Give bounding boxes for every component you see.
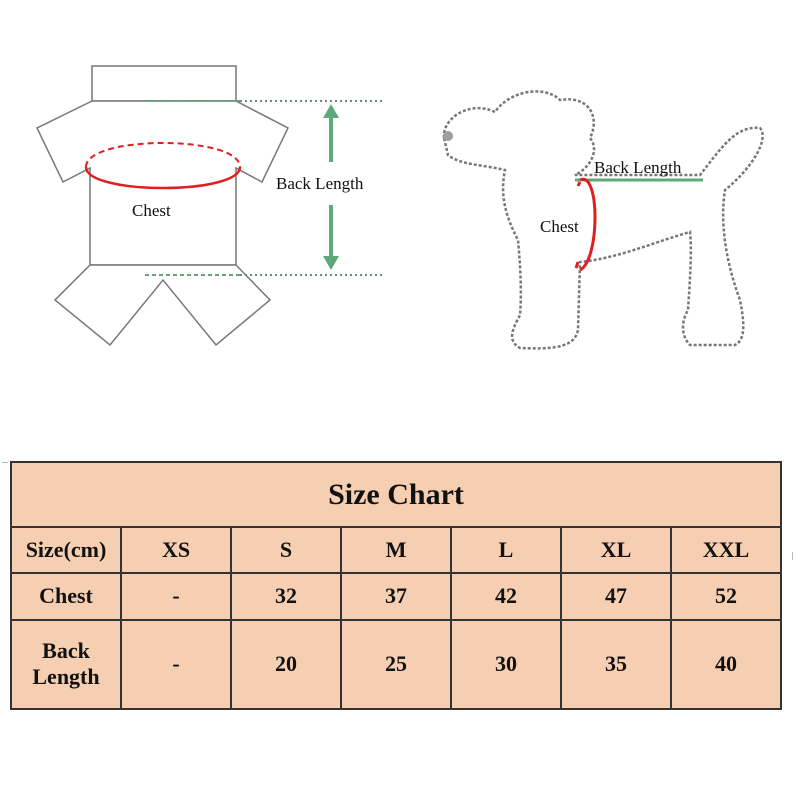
- size-chart-table: [10, 461, 782, 710]
- chest-value: 32: [231, 573, 341, 619]
- coat-back-length-label: Back Length: [276, 174, 364, 193]
- back-length-row: [11, 620, 781, 709]
- size-header-row: [11, 527, 781, 573]
- size-header-label: Size(cm): [11, 527, 121, 573]
- size-header-cell: XXL: [671, 527, 781, 573]
- back-length-value: 20: [231, 620, 341, 709]
- chest-value: 52: [671, 573, 781, 619]
- chest-value: 42: [451, 573, 561, 619]
- size-header-cell: XS: [121, 527, 231, 573]
- chest-row-label: Chest: [11, 573, 121, 619]
- size-chart-title-row: [11, 462, 781, 527]
- size-header-cell: M: [341, 527, 451, 573]
- dog-chest-marker: [580, 179, 595, 270]
- coat-collar: [92, 66, 236, 101]
- back-length-row-label: Back Length: [11, 620, 121, 709]
- back-length-value: 25: [341, 620, 451, 709]
- back-length-value: 35: [561, 620, 671, 709]
- chest-row: [11, 573, 781, 619]
- coat-chest-label: Chest: [132, 201, 171, 220]
- size-header-cell: XL: [561, 527, 671, 573]
- dog-back-length-label: Back Length: [594, 158, 682, 177]
- chest-value: 37: [341, 573, 451, 619]
- dog-diagram: [443, 91, 763, 348]
- stray-mark-left: [2, 462, 8, 463]
- coat-body-outline: [37, 101, 288, 265]
- back-length-value: 30: [451, 620, 561, 709]
- chest-value: -: [121, 573, 231, 619]
- stray-mark-right: [792, 552, 793, 560]
- size-header-cell: L: [451, 527, 561, 573]
- chest-value: 47: [561, 573, 671, 619]
- size-header-cell: S: [231, 527, 341, 573]
- back-length-value: 40: [671, 620, 781, 709]
- back-length-value: -: [121, 620, 231, 709]
- dog-chest-label: Chest: [540, 217, 579, 236]
- coat-leg-flaps: [55, 265, 270, 345]
- size-chart: [10, 461, 782, 710]
- dog-outline: [444, 91, 763, 348]
- dog-eye: [443, 131, 453, 141]
- size-chart-title: Size Chart: [11, 462, 781, 527]
- coat-diagram: [37, 66, 385, 345]
